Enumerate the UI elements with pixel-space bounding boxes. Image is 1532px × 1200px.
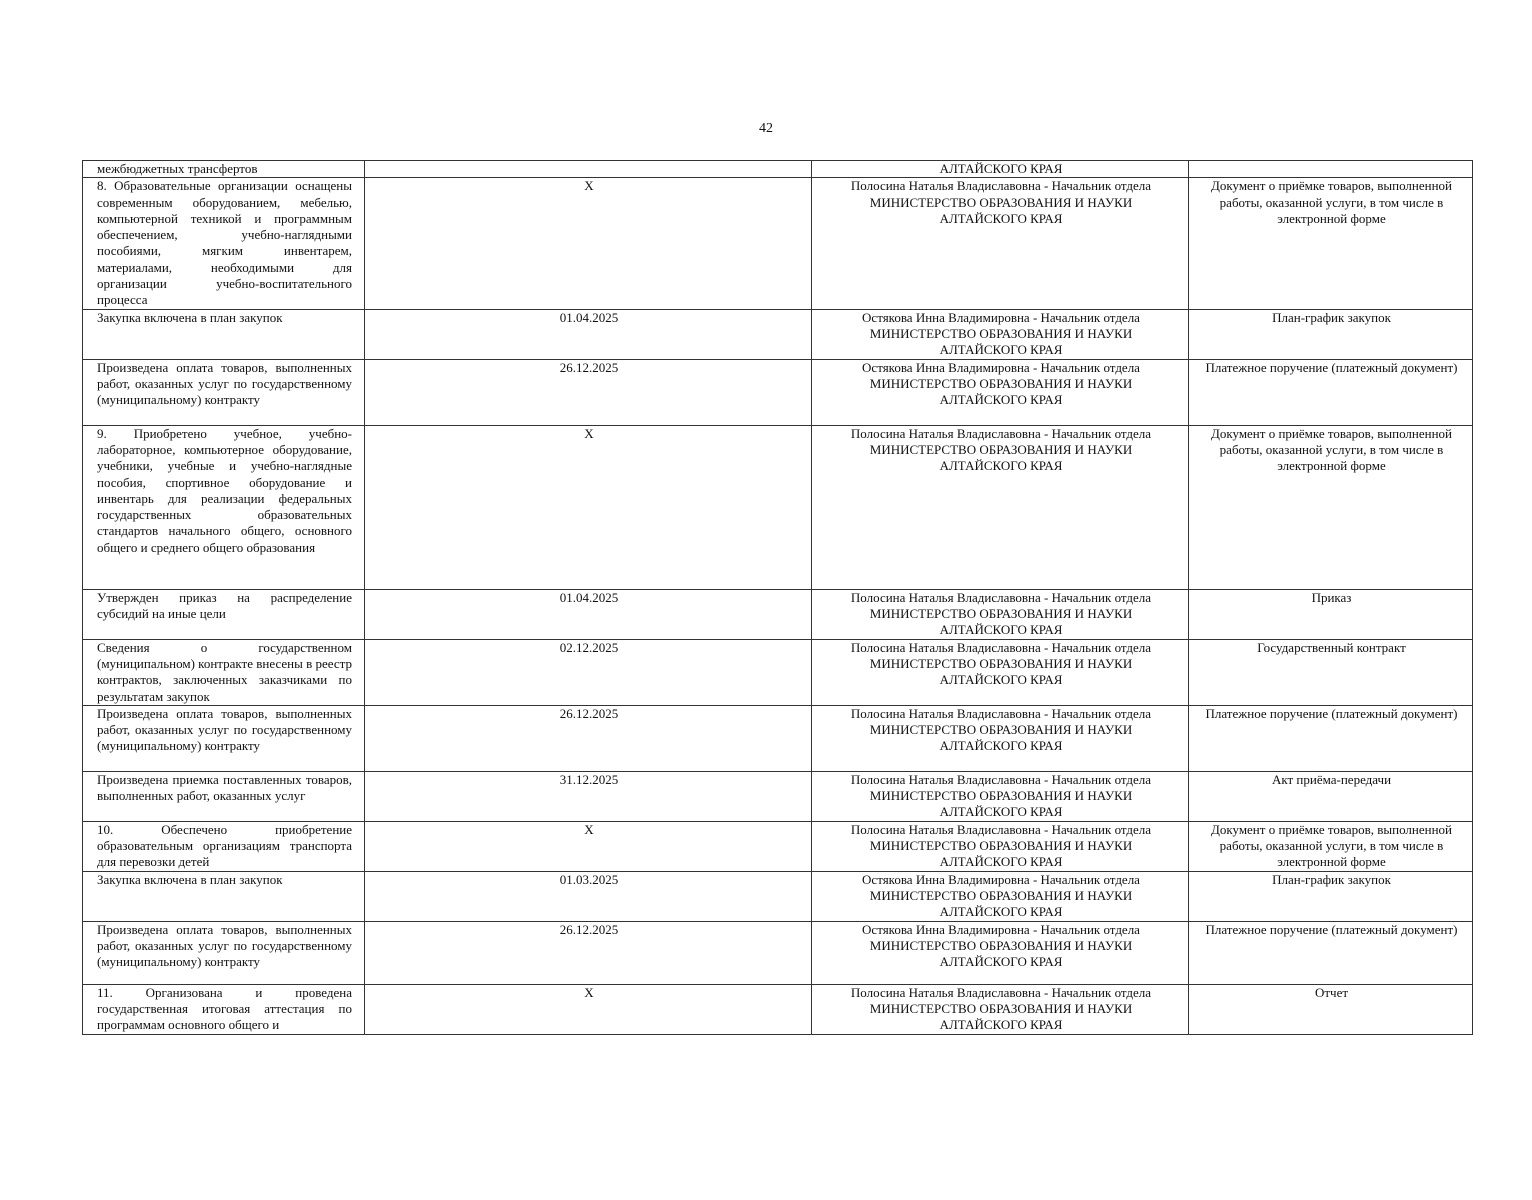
responsible-ministry: МИНИСТЕРСТВО ОБРАЗОВАНИЯ И НАУКИ: [869, 194, 1133, 210]
cell-date: X: [365, 984, 812, 1034]
table-row: [83, 821, 1473, 871]
responsible-region: АЛТАЙСКОГО КРАЯ: [939, 342, 1063, 358]
cell-date: X: [365, 178, 812, 309]
cell-date: 26.12.2025: [365, 359, 812, 425]
cell-date: 01.04.2025: [365, 309, 812, 359]
table-row: [83, 984, 1473, 1034]
cell-document: [1189, 161, 1473, 178]
responsible-ministry: МИНИСТЕРСТВО ОБРАЗОВАНИЯ И НАУКИ: [869, 1001, 1133, 1017]
responsible-ministry: МИНИСТЕРСТВО ОБРАЗОВАНИЯ И НАУКИ: [869, 325, 1133, 341]
responsible-region: АЛТАЙСКОГО КРАЯ: [939, 210, 1063, 226]
cell-description: Произведена оплата товаров, выполненных работ, оказанных услуг по государственному (муниципальному) контракту: [83, 921, 365, 984]
cell-responsible: [812, 161, 1189, 178]
cell-responsible: [812, 921, 1189, 984]
cell-document: Государственный контракт: [1189, 639, 1473, 705]
cell-date: 31.12.2025: [365, 771, 812, 821]
responsible-region: АЛТАЙСКОГО КРАЯ: [939, 804, 1063, 820]
cell-date: 26.12.2025: [365, 705, 812, 771]
responsible-region: АЛТАЙСКОГО КРАЯ: [939, 672, 1063, 688]
cell-document: Документ о приёмке товаров, выполненной работы, оказанной услуги, в том числе в электронной форме: [1189, 821, 1473, 871]
cell-document: Документ о приёмке товаров, выполненной работы, оказанной услуги, в том числе в электронной форме: [1189, 178, 1473, 309]
cell-date: [365, 161, 812, 178]
cell-responsible: [812, 639, 1189, 705]
cell-responsible: [812, 821, 1189, 871]
table-row: [83, 161, 1473, 178]
cell-document: Отчет: [1189, 984, 1473, 1034]
cell-description: 10. Обеспечено приобретение образовательным организациям транспорта для перевозки детей: [83, 821, 365, 871]
responsible-region: АЛТАЙСКОГО КРАЯ: [939, 854, 1063, 870]
cell-responsible: [812, 359, 1189, 425]
cell-description: 9. Приобретено учебное, учебно-лабораторное, компьютерное оборудование, учебники, учебные и учебно-наглядные пособия, спортивное оборудование и инвентарь для реализации федеральных государственных образовательных стандартов начального общего, основного общего и среднего общего образования: [83, 425, 365, 589]
cell-date: 26.12.2025: [365, 921, 812, 984]
cell-responsible: [812, 871, 1189, 921]
page-number: 42: [759, 121, 773, 136]
cell-document: Приказ: [1189, 589, 1473, 639]
cell-description: Произведена оплата товаров, выполненных работ, оказанных услуг по государственному (муниципальному) контракту: [83, 705, 365, 771]
cell-document: Платежное поручение (платежный документ): [1189, 359, 1473, 425]
table-row: [83, 871, 1473, 921]
cell-document: Платежное поручение (платежный документ): [1189, 921, 1473, 984]
table-row: [83, 178, 1473, 309]
responsible-person: Полосина Наталья Владиславовна - Начальник отдела: [850, 984, 1152, 1000]
events-table: [82, 160, 1473, 1035]
responsible-ministry: МИНИСТЕРСТВО ОБРАЗОВАНИЯ И НАУКИ: [869, 888, 1133, 904]
responsible-person: Полосина Наталья Владиславовна - Начальник отдела: [850, 425, 1152, 441]
responsible-region: АЛТАЙСКОГО КРАЯ: [939, 392, 1063, 408]
responsible-person: Остякова Инна Владимировна - Начальник отдела: [862, 871, 1140, 887]
cell-responsible: [812, 309, 1189, 359]
cell-document: Акт приёма-передачи: [1189, 771, 1473, 821]
responsible-region: АЛТАЙСКОГО КРАЯ: [939, 904, 1063, 920]
cell-description: 11. Организована и проведена государственная итоговая аттестация по программам основного общего и: [83, 984, 365, 1034]
responsible-person: Полосина Наталья Владиславовна - Начальник отдела: [850, 771, 1152, 787]
responsible-person: Полосина Наталья Владиславовна - Начальник отдела: [850, 821, 1152, 837]
responsible-region: АЛТАЙСКОГО КРАЯ: [939, 161, 1063, 176]
responsible-region: АЛТАЙСКОГО КРАЯ: [939, 738, 1063, 754]
cell-date: 01.03.2025: [365, 871, 812, 921]
cell-description: Произведена оплата товаров, выполненных работ, оказанных услуг по государственному (муниципальному) контракту: [83, 359, 365, 425]
cell-document: План-график закупок: [1189, 871, 1473, 921]
cell-description: Закупка включена в план закупок: [83, 309, 365, 359]
responsible-ministry: МИНИСТЕРСТВО ОБРАЗОВАНИЯ И НАУКИ: [869, 441, 1133, 457]
responsible-ministry: МИНИСТЕРСТВО ОБРАЗОВАНИЯ И НАУКИ: [869, 655, 1133, 671]
table-row: [83, 771, 1473, 821]
cell-description: Произведена приемка поставленных товаров, выполненных работ, оказанных услуг: [83, 771, 365, 821]
cell-description: 8. Образовательные организации оснащены современным оборудованием, мебелью, компьютерной техникой и программным обеспечением, учебно-наглядными пособиями, мягким инвентарем, материалами, необходимыми для организации учебно-воспитательного процесса: [83, 178, 365, 309]
cell-date: X: [365, 425, 812, 589]
cell-document: Документ о приёмке товаров, выполненной работы, оказанной услуги, в том числе в электронной форме: [1189, 425, 1473, 589]
responsible-person: Полосина Наталья Владиславовна - Начальник отдела: [850, 705, 1152, 721]
table-row: [83, 639, 1473, 705]
cell-description: Утвержден приказ на распределение субсидий на иные цели: [83, 589, 365, 639]
cell-responsible: [812, 589, 1189, 639]
responsible-ministry: МИНИСТЕРСТВО ОБРАЗОВАНИЯ И НАУКИ: [869, 938, 1133, 954]
responsible-person: Полосина Наталья Владиславовна - Начальник отдела: [850, 639, 1152, 655]
responsible-region: АЛТАЙСКОГО КРАЯ: [939, 458, 1063, 474]
table-row: [83, 705, 1473, 771]
responsible-ministry: МИНИСТЕРСТВО ОБРАЗОВАНИЯ И НАУКИ: [869, 375, 1133, 391]
cell-responsible: [812, 178, 1189, 309]
cell-responsible: [812, 705, 1189, 771]
cell-date: X: [365, 821, 812, 871]
cell-date: 01.04.2025: [365, 589, 812, 639]
responsible-region: АЛТАЙСКОГО КРАЯ: [939, 1017, 1063, 1033]
cell-responsible: [812, 984, 1189, 1034]
responsible-ministry: МИНИСТЕРСТВО ОБРАЗОВАНИЯ И НАУКИ: [869, 722, 1133, 738]
responsible-region: АЛТАЙСКОГО КРАЯ: [939, 954, 1063, 970]
responsible-ministry: МИНИСТЕРСТВО ОБРАЗОВАНИЯ И НАУКИ: [869, 788, 1133, 804]
responsible-person: Полосина Наталья Владиславовна - Начальник отдела: [850, 178, 1152, 194]
cell-responsible: [812, 771, 1189, 821]
responsible-person: Полосина Наталья Владиславовна - Начальник отдела: [850, 589, 1152, 605]
responsible-region: АЛТАЙСКОГО КРАЯ: [939, 622, 1063, 638]
table-row: [83, 921, 1473, 984]
responsible-person: Остякова Инна Владимировна - Начальник отдела: [862, 359, 1140, 375]
table-row: [83, 589, 1473, 639]
cell-document: План-график закупок: [1189, 309, 1473, 359]
table-row: [83, 425, 1473, 589]
table-row: [83, 309, 1473, 359]
cell-responsible: [812, 425, 1189, 589]
table-row: [83, 359, 1473, 425]
cell-description: межбюджетных трансфертов: [83, 161, 365, 178]
cell-date: 02.12.2025: [365, 639, 812, 705]
responsible-ministry: МИНИСТЕРСТВО ОБРАЗОВАНИЯ И НАУКИ: [869, 605, 1133, 621]
responsible-person: Остякова Инна Владимировна - Начальник отдела: [862, 921, 1140, 937]
cell-description: Сведения о государственном (муниципальном) контракте внесены в реестр контрактов, заключенных заказчиками по результатам закупок: [83, 639, 365, 705]
responsible-ministry: МИНИСТЕРСТВО ОБРАЗОВАНИЯ И НАУКИ: [869, 838, 1133, 854]
cell-description: Закупка включена в план закупок: [83, 871, 365, 921]
responsible-person: Остякова Инна Владимировна - Начальник отдела: [862, 309, 1140, 325]
cell-document: Платежное поручение (платежный документ): [1189, 705, 1473, 771]
